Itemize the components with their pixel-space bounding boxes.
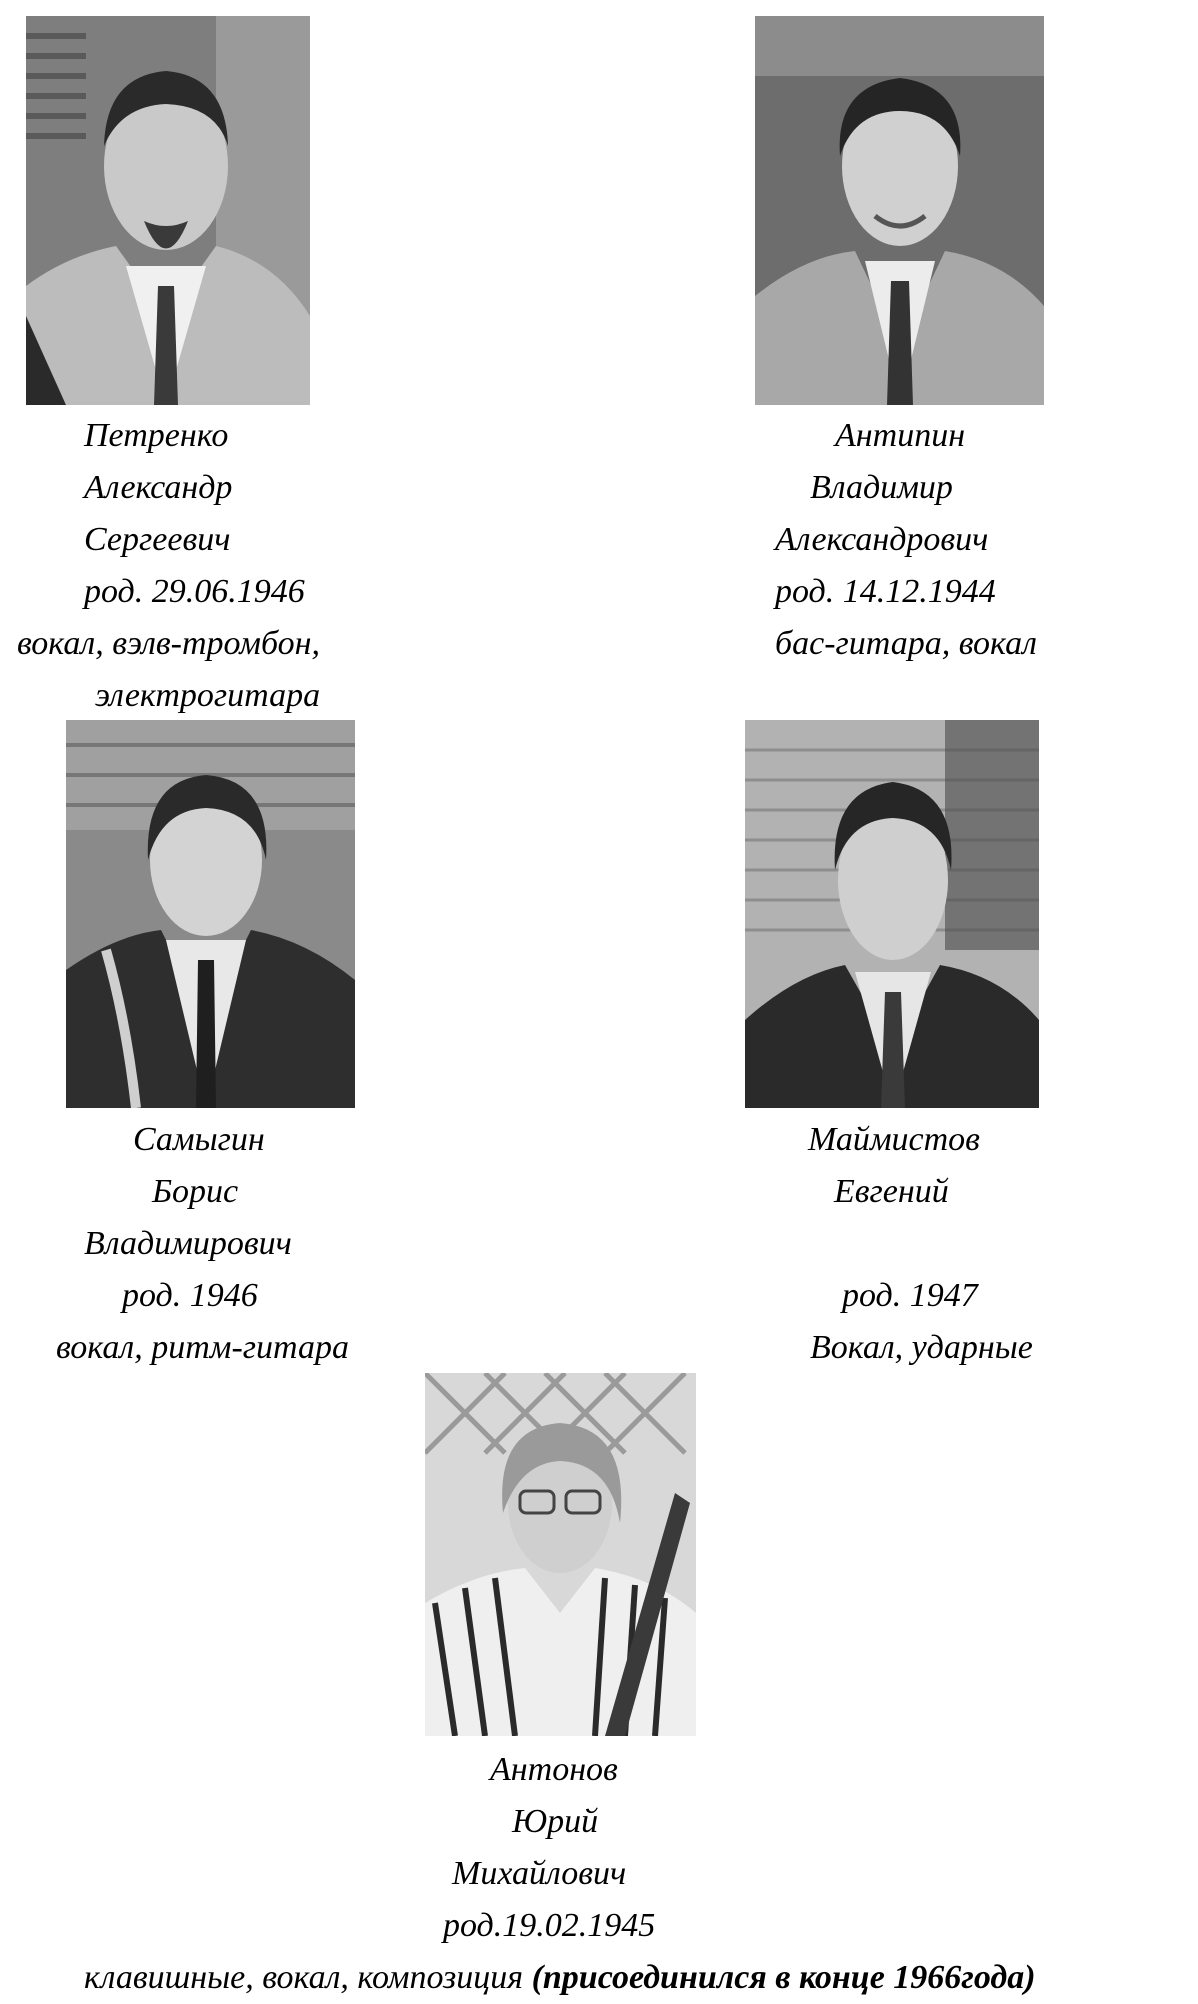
member-patronymic: Владимирович <box>84 1225 292 1262</box>
member-born: род. 14.12.1944 <box>775 573 996 610</box>
photo-petrenko <box>26 16 310 405</box>
photo-antipin <box>755 16 1044 405</box>
member-patronymic: Михайлович <box>452 1855 627 1892</box>
photo-antonov <box>425 1373 696 1736</box>
member-surname: Маймистов <box>808 1121 980 1158</box>
caption-petrenko <box>0 410 420 722</box>
caption-antipin <box>740 410 1160 670</box>
member-born: род. 29.06.1946 <box>84 573 305 610</box>
member-first-name: Борис <box>152 1173 239 1210</box>
photo-maimistov <box>745 720 1039 1108</box>
member-first-name: Юрий <box>512 1803 599 1840</box>
member-surname: Самыгин <box>133 1121 265 1158</box>
photo-samygin <box>66 720 355 1108</box>
member-role: клавишные, вокал, композиция <box>84 1959 524 1996</box>
member-role-line <box>84 1952 1198 2004</box>
member-join-note: (присоединился в конце 1966года) <box>531 1959 1036 1996</box>
member-surname: Антонов <box>490 1751 618 1788</box>
member-role-continued: электрогитара <box>95 677 321 714</box>
member-surname: Петренко <box>84 417 229 454</box>
blank-line <box>740 1218 1160 1270</box>
caption-maimistov <box>740 1114 1160 1374</box>
member-born: род. 1947 <box>842 1277 978 1314</box>
caption-antonov <box>0 1744 1198 2004</box>
caption-samygin <box>0 1114 420 1374</box>
member-role: Вокал, ударные <box>810 1329 1033 1366</box>
member-first-name: Владимир <box>810 469 953 506</box>
member-role: вокал, ритм-гитара <box>56 1329 350 1366</box>
member-patronymic: Сергеевич <box>84 521 231 558</box>
member-patronymic: Александрович <box>775 521 989 558</box>
member-surname: Антипин <box>835 417 966 454</box>
member-first-name: Александр <box>84 469 233 506</box>
member-role: вокал, вэлв-тромбон, <box>17 625 320 662</box>
member-role: бас-гитара, вокал <box>775 625 1037 662</box>
member-born: род. 1946 <box>122 1277 258 1314</box>
member-first-name: Евгений <box>834 1173 949 1210</box>
member-born: род.19.02.1945 <box>443 1907 656 1944</box>
